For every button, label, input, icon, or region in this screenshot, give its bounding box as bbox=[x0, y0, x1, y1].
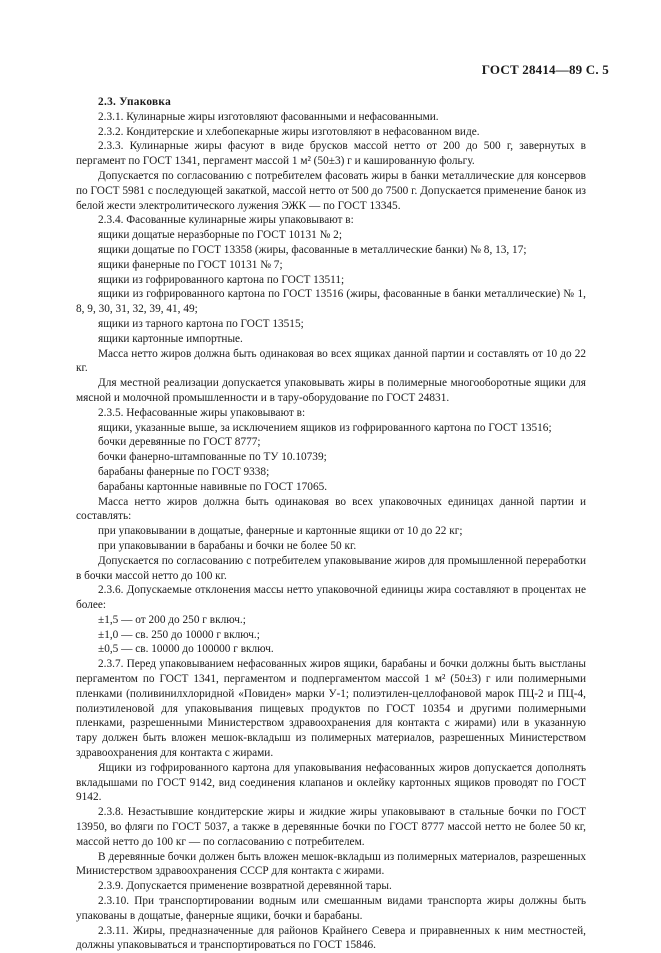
list-item: ящики, указанные выше, за исключением ящиков из гофрированного картона по ГОСТ 13516; bbox=[98, 421, 552, 434]
paragraph: В деревянные бочки должен быть вложен мешок-вкладыш из полимерных материалов, разрешенных Министерством здравоохранения СССР для контакта с жирами. bbox=[76, 850, 586, 878]
section-number: 2.3. bbox=[98, 96, 117, 108]
list-item: ящики дощатые по ГОСТ 13358 (жиры, фасованные в металлические банки) № 8, 13, 17; bbox=[98, 243, 527, 256]
page-header: ГОСТ 28414—89 С. 5 bbox=[481, 62, 609, 77]
list-item: бочки фанерно-штампованные по ТУ 10.10739; bbox=[98, 451, 327, 464]
paragraph-2-3-10: 2.3.10. При транспортировании водным или смешанным видами транспорта жиры должны быть упакованы в дощатые, фанерные ящики, бочки и барабаны. bbox=[76, 895, 586, 922]
list-item: ящики фанерные по ГОСТ 10131 № 7; bbox=[98, 258, 283, 271]
list-item: ящики дощатые неразборные по ГОСТ 10131 № 2; bbox=[98, 229, 342, 242]
paragraph-2-3-6: 2.3.6. Допускаемые отклонения массы нетто упаковочной единицы жира составляют в процентах не более: bbox=[76, 584, 586, 612]
section-heading bbox=[76, 95, 586, 110]
paragraph: Масса нетто жиров должна быть одинаковая во всех упаковочных единицах данной партии и составлять: bbox=[76, 495, 586, 523]
paragraph-2-3-7: 2.3.7. Перед упаковыванием нефасованных жиров ящики, барабаны и бочки должны быть выстланы пергаментом по ГОСТ 1341, пергаментом и подпергаментом массой 1 м² (50±3) г или полимерными пленками (поливинилхлоридной «Повиден» марки У-1; полиэтилен-целлофановой марок ПЦ-2 и ПЦ-4, полиэтиленовой для упаковывания пищевых продуктов по ГОСТ 10354 и другими полимерными пленками, разрешенными Министерством здравоохранения для контакта с жирами) или в указанную тару должен быть вложен мешок-вкладыш из полимерных материалов, разрешенных Министерством здравоохранения для контакта с жирами. bbox=[76, 658, 586, 760]
paragraph-2-3-8: 2.3.8. Незастывшие кондитерские жиры и жидкие жиры упаковывают в стальные бочки по ГОСТ 13950, во фляги по ГОСТ 5037, а также в деревянные бочки по ГОСТ 8777 массой нетто не более 50 кг, массой нетто до 100 кг — по согласованию с потребителем. bbox=[76, 806, 586, 848]
list-item: ±1,5 — от 200 до 250 г включ.; bbox=[98, 613, 246, 626]
list-item: барабаны фанерные по ГОСТ 9338; bbox=[98, 465, 270, 478]
section-title: Упаковка bbox=[119, 96, 172, 108]
list-item: при упаковывании в дощатые, фанерные и картонные ящики от 10 до 22 кг; bbox=[98, 525, 463, 538]
paragraph: Допускается по согласованию с потребителем упаковывание жиров для промышленной переработки в бочки массой нетто до 100 кг. bbox=[76, 554, 586, 582]
list-item: ±1,0 — св. 250 до 10000 г включ.; bbox=[98, 628, 260, 641]
list-item: ±0,5 — св. 10000 до 100000 г включ. bbox=[98, 643, 274, 656]
list-item: барабаны картонные навивные по ГОСТ 17065. bbox=[98, 480, 328, 493]
list-item: ящики картонные импортные. bbox=[98, 332, 243, 345]
paragraph-2-3-5: 2.3.5. Нефасованные жиры упаковывают в: bbox=[98, 406, 306, 419]
paragraph: Допускается по согласованию с потребителем фасовать жиры в банки металлические для консервов по ГОСТ 5981 с последующей закаткой, массой нетто от 500 до 7500 г. Допускается применение банок из белой жести электролитического лужения ЭЖК — по ГОСТ 13345. bbox=[76, 169, 586, 212]
list-item: ящики из гофрированного картона по ГОСТ 13511; bbox=[98, 273, 345, 286]
list-item: ящики из тарного картона по ГОСТ 13515; bbox=[98, 317, 304, 330]
paragraph-2-3-2: 2.3.2. Кондитерские и хлебопекарные жиры изготовляют в нефасованном виде. bbox=[98, 125, 480, 138]
paragraph: Масса нетто жиров должна быть одинаковая во всех ящиках данной партии и составлять от 10 до 22 кг. bbox=[76, 347, 586, 375]
paragraph-2-3-11: 2.3.11. Жиры, предназначенные для районов Крайнего Севера и приравненных к ним местностей, должны упаковываться и транспортироваться по ГОСТ 15846. bbox=[76, 924, 586, 952]
list-item: при упаковывании в барабаны и бочки не более 50 кг. bbox=[98, 539, 357, 552]
paragraph-2-3-9: 2.3.9. Допускается применение возвратной деревянной тары. bbox=[98, 880, 392, 893]
list-item: ящики из гофрированного картона по ГОСТ 13516 (жиры, фасованные в банки металлические) № 1, 8, 9, 30, 31, 32, 39, 41, 49; bbox=[76, 288, 586, 316]
paragraph-2-3-3: 2.3.3. Кулинарные жиры фасуют в виде брусков массой нетто от 200 до 500 г, завернутых в пергамент по ГОСТ 1341, пергамент массой 1 м² (50±3) г и кашированную фольгу. bbox=[76, 140, 586, 168]
paragraph: Ящики из гофрированного картона для упаковывания нефасованных жиров допускается дополнять вкладышами по ГОСТ 9142, вид соединения клапанов и оклейку картонных ящиков проводят по ГОСТ 9142. bbox=[76, 761, 586, 804]
paragraph: Для местной реализации допускается упаковывать жиры в полимерные многооборотные ящики для мясной и молочной промышленности и в тару-оборудование по ГОСТ 24831. bbox=[76, 377, 586, 404]
paragraph-2-3-1: 2.3.1. Кулинарные жиры изготовляют фасованными и нефасованными. bbox=[98, 110, 439, 123]
list-item: бочки деревянные по ГОСТ 8777; bbox=[98, 436, 261, 449]
document-body bbox=[76, 95, 586, 953]
paragraph-2-3-4: 2.3.4. Фасованные кулинарные жиры упаковывают в: bbox=[98, 214, 354, 227]
